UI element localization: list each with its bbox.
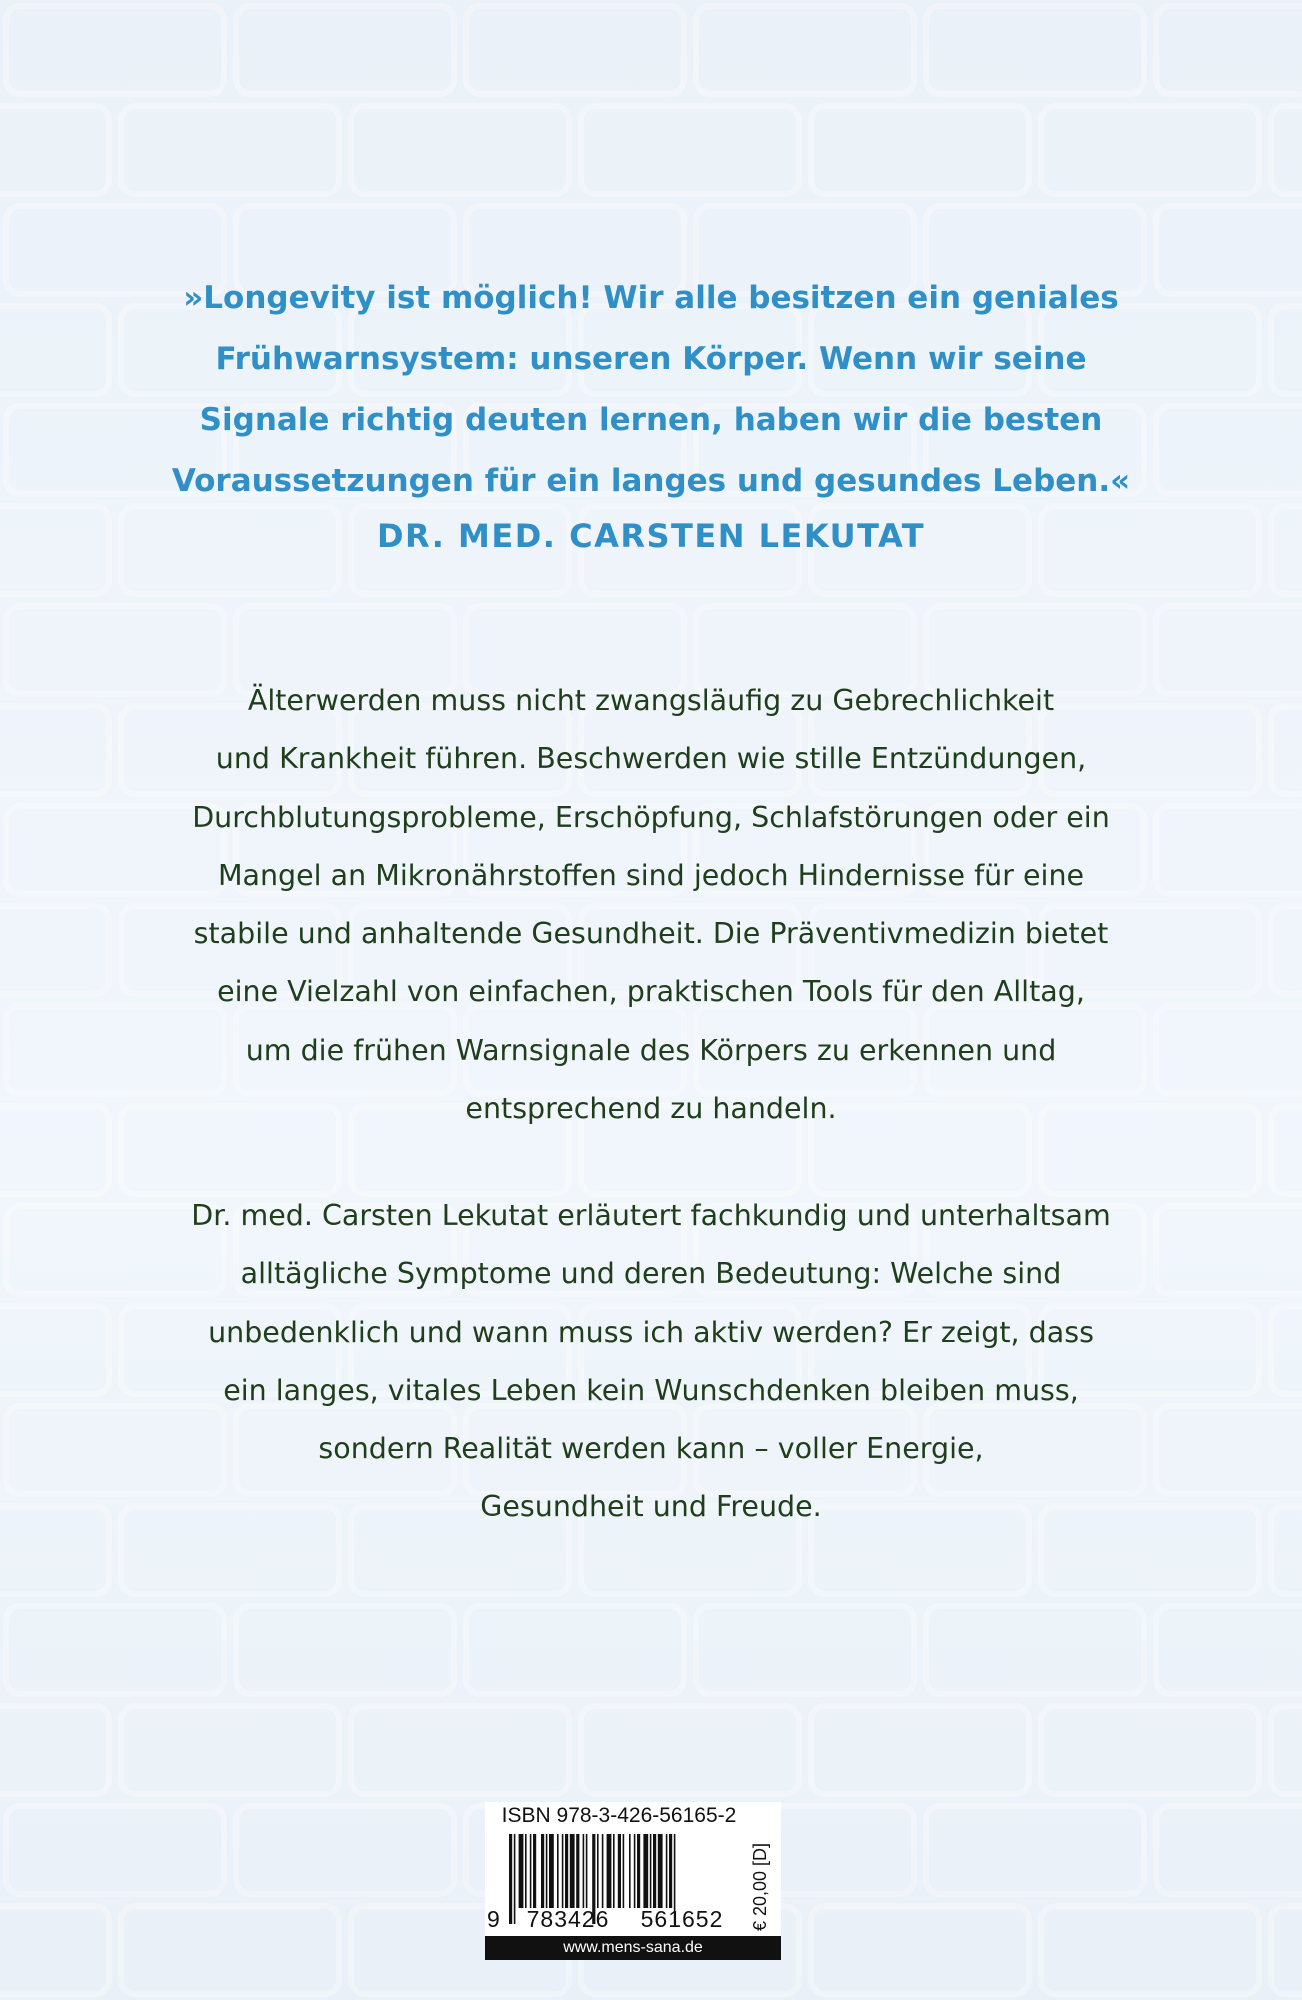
publisher-url: www.mens-sana.de: [485, 1936, 781, 1960]
barcode-bar: [570, 1834, 575, 1908]
paragraph-line: und Krankheit führen. Beschwerden wie stille Entzündungen,: [215, 742, 1087, 776]
barcode-bar: [602, 1834, 604, 1908]
barcode-bar: [669, 1834, 672, 1908]
brick: [1041, 1906, 1259, 1994]
isbn-number: ISBN 978-3-426-56165-2: [501, 1804, 737, 1827]
brick: [1271, 506, 1302, 594]
barcode-bar: [549, 1834, 554, 1908]
brick: [1041, 1706, 1259, 1794]
barcode-bar: [618, 1834, 621, 1908]
brick: [0, 1106, 109, 1194]
barcode-bar: [634, 1834, 636, 1908]
quote-author: DR. MED. CARSTEN LEKUTAT: [376, 517, 926, 555]
barcode-bar: [666, 1834, 668, 1908]
barcode-bar: [530, 1834, 532, 1908]
barcode-bar: [519, 1834, 524, 1908]
paragraph-line: Durchblutungsprobleme, Erschöpfung, Schlafstörungen oder ein: [192, 800, 1110, 834]
brick: [696, 6, 914, 94]
paragraph-line: alltägliche Symptome und deren Bedeutung: Welche sind: [240, 1257, 1062, 1291]
brick: [1156, 6, 1302, 94]
brick: [0, 1706, 109, 1794]
paragraph-line: entsprechend zu handeln.: [465, 1092, 837, 1126]
paragraph-line: Mangel an Mikronährstoffen sind jedoch Hindernisse für eine: [217, 858, 1085, 892]
quote-line: Voraussetzungen für ein langes und gesundes Leben.«: [171, 463, 1131, 499]
brick: [1271, 106, 1302, 194]
brick: [466, 6, 684, 94]
paragraph-line: unbedenklich und wann muss ich aktiv werden? Er zeigt, dass: [208, 1315, 1094, 1349]
brick: [0, 106, 109, 194]
paragraph-line: stabile und anhaltende Gesundheit. Die Präventivmedizin bietet: [193, 917, 1109, 951]
brick: [811, 106, 1029, 194]
brick: [1156, 1606, 1302, 1694]
barcode-digit-group: 783426: [526, 1906, 610, 1932]
quote-line: Frühwarnsystem: unseren Körper. Wenn wir seine: [215, 341, 1087, 377]
barcode-bar: [643, 1834, 648, 1908]
barcode-digits: [487, 1906, 747, 1933]
brick: [926, 1806, 1144, 1894]
brick: [926, 6, 1144, 94]
brick: [466, 1606, 684, 1694]
brick: [811, 1906, 1029, 1994]
barcode-bar: [637, 1834, 640, 1908]
paragraph-line: Älterwerden muss nicht zwangsläufig zu Gebrechlichkeit: [247, 684, 1055, 717]
paragraph-line: ein langes, vitales Leben kein Wunschdenken bleiben muss,: [223, 1373, 1079, 1407]
brick: [1271, 706, 1302, 794]
barcode-bar: [562, 1834, 564, 1908]
brick: [0, 306, 109, 394]
brick: [6, 1606, 224, 1694]
brick: [811, 1706, 1029, 1794]
brick: [1271, 1906, 1302, 1994]
brick: [236, 6, 454, 94]
isbn-barcode-label: [485, 1802, 781, 1960]
brick: [1271, 306, 1302, 394]
quote-line: »Longevity ist möglich! Wir alle besitzen ein geniales: [183, 280, 1119, 316]
quote-line: Signale richtig deuten lernen, haben wir die besten: [199, 402, 1103, 438]
brick: [0, 906, 109, 994]
barcode-bar: [565, 1834, 568, 1908]
brick: [1156, 1806, 1302, 1894]
barcode-bar: [607, 1834, 612, 1908]
barcode-bar: [583, 1834, 585, 1908]
barcode-bar: [576, 1834, 579, 1908]
brick: [236, 1606, 454, 1694]
barcode-bar: [586, 1834, 588, 1908]
brick: [1271, 906, 1302, 994]
brick: [1041, 106, 1259, 194]
brick: [0, 1306, 109, 1394]
barcode-bar: [613, 1834, 615, 1908]
barcode-bar: [650, 1834, 652, 1908]
brick: [0, 1506, 109, 1594]
brick: [6, 6, 224, 94]
brick: [0, 706, 109, 794]
paragraph-line: um die frühen Warnsignale des Körpers zu erkennen und: [245, 1033, 1057, 1067]
brick: [926, 1606, 1144, 1694]
brick: [351, 106, 569, 194]
brick: [0, 1906, 109, 1994]
brick: [121, 106, 339, 194]
brick: [1271, 1506, 1302, 1594]
brick: [1271, 1706, 1302, 1794]
cover-quote: [120, 268, 1182, 512]
price-label: € 20,00 [D]: [750, 1842, 770, 1932]
barcode-bar: [533, 1834, 536, 1908]
barcode-bar: [541, 1834, 544, 1908]
barcode-bar: [623, 1834, 625, 1908]
paragraph-line: Dr. med. Carsten Lekutat erläutert fachkundig und unterhaltsam: [191, 1199, 1111, 1232]
barcode-bar: [525, 1834, 527, 1908]
barcode-digit-group: 561652: [640, 1906, 724, 1932]
brick: [351, 1706, 569, 1794]
barcode-bar: [597, 1834, 599, 1908]
paragraph-line: eine Vielzahl von einfachen, praktischen Tools für den Alltag,: [217, 975, 1085, 1009]
barcode-bar: [653, 1834, 656, 1908]
brick: [696, 1606, 914, 1694]
barcode-digit-prefix: 9: [487, 1906, 501, 1932]
brick: [6, 1806, 224, 1894]
paragraph-line: sondern Realität werden kann – voller Energie,: [318, 1432, 984, 1466]
brick: [121, 1906, 339, 1994]
barcode-bar: [557, 1834, 559, 1908]
description-paragraph-1: [100, 672, 1202, 1138]
description-paragraph-2: [100, 1187, 1202, 1537]
brick: [581, 1706, 799, 1794]
paragraph-line: Gesundheit und Freude.: [480, 1490, 822, 1524]
brick: [0, 506, 109, 594]
barcode-bar: [546, 1834, 548, 1908]
brick: [1271, 1106, 1302, 1194]
brick: [1271, 1306, 1302, 1394]
barcode-bar: [629, 1834, 631, 1908]
brick: [236, 1806, 454, 1894]
brick: [581, 106, 799, 194]
barcode-bar: [658, 1834, 663, 1908]
brick: [121, 1706, 339, 1794]
